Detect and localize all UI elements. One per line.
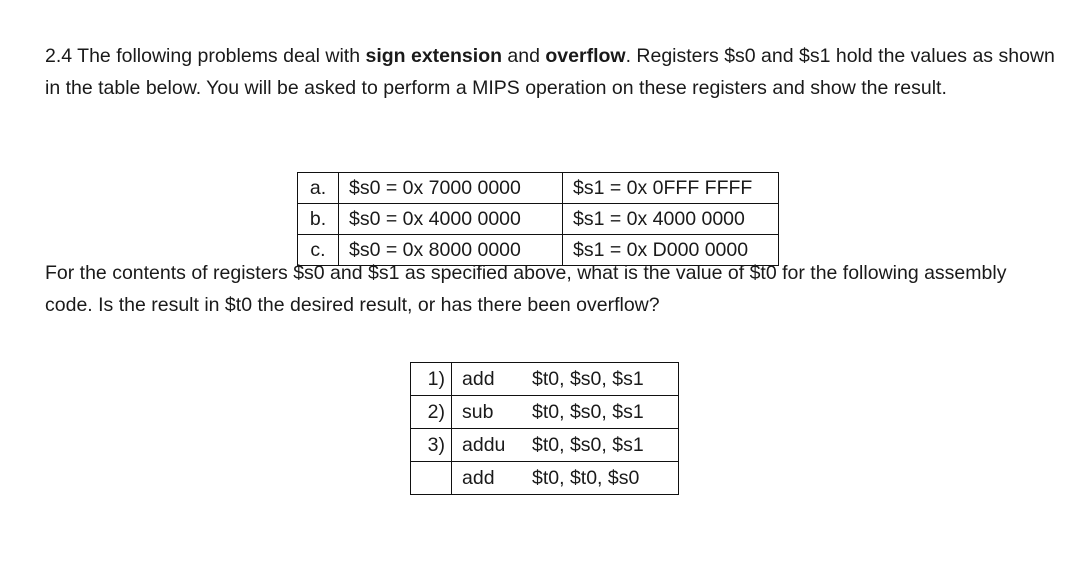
- s1-value: $s1 = 0x 4000 0000: [563, 204, 779, 235]
- operands: $t0, $s0, $s1: [532, 367, 644, 390]
- table-row: [298, 173, 779, 204]
- code-line: [452, 363, 679, 396]
- row-label: c.: [298, 235, 339, 266]
- intro-text: 2.4 The following problems deal with: [45, 45, 366, 67]
- question-text: For the contents of registers $s0 and $s1 as specified above, what is the value of $t0 for the following assembly code. Is the result in $t0 the desired result, or has there been overflow?: [45, 262, 1007, 316]
- s1-value: $s1 = 0x 0FFF FFFF: [563, 173, 779, 204]
- opcode: add: [462, 466, 495, 489]
- code-number: 2): [411, 396, 452, 429]
- code-line: [452, 429, 679, 462]
- table-row: [298, 204, 779, 235]
- operands: $t0, $s0, $s1: [532, 400, 644, 423]
- table-row: [411, 396, 679, 429]
- code-line: [452, 462, 679, 495]
- bold-sign-extension: sign extension: [365, 45, 503, 67]
- assembly-code-table: [410, 362, 679, 495]
- row-label: b.: [298, 204, 339, 235]
- table-row: [411, 429, 679, 462]
- code-number: 1): [411, 363, 452, 396]
- code-number: [411, 462, 452, 495]
- s0-value: $s0 = 0x 7000 0000: [339, 173, 563, 204]
- table-row: [411, 462, 679, 495]
- s0-value: $s0 = 0x 8000 0000: [339, 235, 563, 266]
- operands: $t0, $s0, $s1: [532, 433, 644, 456]
- s1-value: $s1 = 0x D000 0000: [563, 235, 779, 266]
- code-number: 3): [411, 429, 452, 462]
- problem-intro: [45, 40, 1055, 104]
- operands: $t0, $t0, $s0: [532, 466, 640, 489]
- bold-overflow: overflow: [545, 45, 626, 67]
- opcode: sub: [462, 400, 494, 423]
- intro-text: . Registers $s0 and $s1 hold the values as shown in the table below. You will be asked to perform a MIPS operation on these registers and show the result.: [45, 45, 1055, 99]
- intro-text: and: [502, 45, 546, 67]
- opcode: add: [462, 367, 495, 390]
- table-row: [411, 363, 679, 396]
- code-line: [452, 396, 679, 429]
- opcode: addu: [462, 433, 506, 456]
- row-label: a.: [298, 173, 339, 204]
- s0-value: $s0 = 0x 4000 0000: [339, 204, 563, 235]
- register-values-table: [297, 172, 779, 266]
